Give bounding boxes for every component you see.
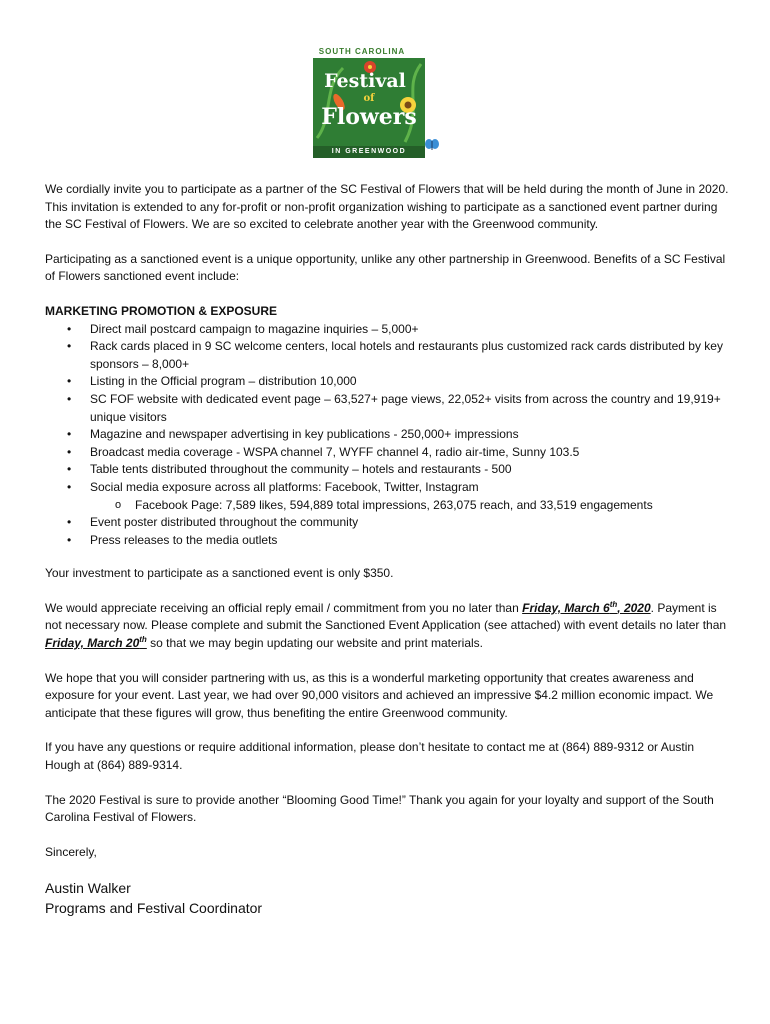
social-sublist <box>90 497 730 515</box>
deadline-1-sup: th <box>609 599 618 609</box>
hope-paragraph: We hope that you will consider partnering with us, as this is a wonderful marketing opportunity that creates awareness and exposure for your event. Last year, we had over 90,000 visitors and achieved an impressive $4.2 million economic impact. We anticipate that these figures will grow, thus benefiting the entire Greenwood community. <box>45 670 714 720</box>
reply-paragraph <box>45 600 730 653</box>
benefits-intro-paragraph: Participating as a sanctioned event is a unique opportunity, unlike any other partnership in Greenwood. Benefits of a SC Festival of Flowers sanctioned event include: <box>45 251 726 284</box>
butterfly-icon <box>425 139 439 151</box>
letter-body <box>45 181 730 918</box>
signer-name: Austin Walker <box>45 880 131 897</box>
sublist-item: o Facebook Page: 7,589 likes, 594,889 total impressions, 263,075 reach, and 33,519 engagements <box>90 497 730 515</box>
logo-box <box>313 58 425 146</box>
signer-title: Programs and Festival Coordinator <box>45 900 263 917</box>
logo-festival-text: Festival <box>324 70 406 92</box>
marketing-list <box>45 321 730 550</box>
logo-of-text: of <box>363 93 375 104</box>
list-item: • SC FOF website with dedicated event page – 63,527+ page views, 22,052+ visits from across the country and 19,919+ unique visitors <box>45 391 730 426</box>
deadline-1-end: , 2020 <box>617 600 651 615</box>
list-item: • Direct mail postcard campaign to magazine inquiries – 5,000+ <box>45 321 730 339</box>
list-item: • Rack cards placed in 9 SC welcome centers, local hotels and restaurants plus customized rack cards distributed by key sponsors – 8,000+ <box>45 338 730 373</box>
deadline-date-2 <box>45 636 147 650</box>
list-item-social <box>45 479 730 514</box>
festival-logo <box>306 47 438 159</box>
deadline-2-sup: th <box>139 635 147 645</box>
signoff: Sincerely, <box>45 844 97 859</box>
deadline-1-main: Friday, March 6 <box>522 600 610 615</box>
intro-paragraph: We cordially invite you to participate as a partner of the SC Festival of Flowers that will be held during the month of June in 2020. This invitation is extended to any for-profit or non-profit organization wishing to participate as a sanctioned event partner during the SC Festival of Flowers. We are so excited to celebrate another year with the Greenwood community. <box>45 182 729 232</box>
contact-paragraph: If you have any questions or require additional information, please don’t hesitate to contact me at (864) 889-9312 or Austin Hough at (864) 889-9314. <box>45 740 695 773</box>
list-item: • Listing in the Official program – distribution 10,000 <box>45 373 730 391</box>
logo-flowers-text: Flowers <box>321 104 417 130</box>
list-item: • Press releases to the media outlets <box>45 532 730 550</box>
reply-text-3: so that we may begin updating our website and print materials. <box>146 636 484 651</box>
list-item: • Broadcast media coverage - WSPA channel 7, WYFF channel 4, radio air-time, Sunny 103.5 <box>45 444 730 462</box>
deadline-2-main: Friday, March 20 <box>45 636 140 651</box>
logo-bottom-text: IN GREENWOOD <box>313 146 425 158</box>
logo-top-text: SOUTH CAROLINA <box>318 47 406 56</box>
list-item: • Event poster distributed throughout the community <box>45 514 730 532</box>
marketing-heading: MARKETING PROMOTION & EXPOSURE <box>45 303 278 318</box>
list-item: • Magazine and newspaper advertising in key publications - 250,000+ impressions <box>45 426 730 444</box>
list-item: • Table tents distributed throughout the community – hotels and restaurants - 500 <box>45 461 730 479</box>
reply-text-1: We would appreciate receiving an official reply email / commitment from you no later than <box>45 600 523 615</box>
investment-paragraph: Your investment to participate as a sanctioned event is only $350. <box>45 566 394 581</box>
reply-text-2: . Payment is not necessary now. Please complete and submit the Sanctioned Event Application (see attached) with event details no later than <box>45 600 727 633</box>
deadline-date-1 <box>522 601 651 615</box>
closing-paragraph: The 2020 Festival is sure to provide another “Blooming Good Time!” Thank you again for your loyalty and support of the South Carolina Festival of Flowers. <box>45 792 714 825</box>
list-item-text: Social media exposure across all platforms: Facebook, Twitter, Instagram <box>90 479 479 494</box>
